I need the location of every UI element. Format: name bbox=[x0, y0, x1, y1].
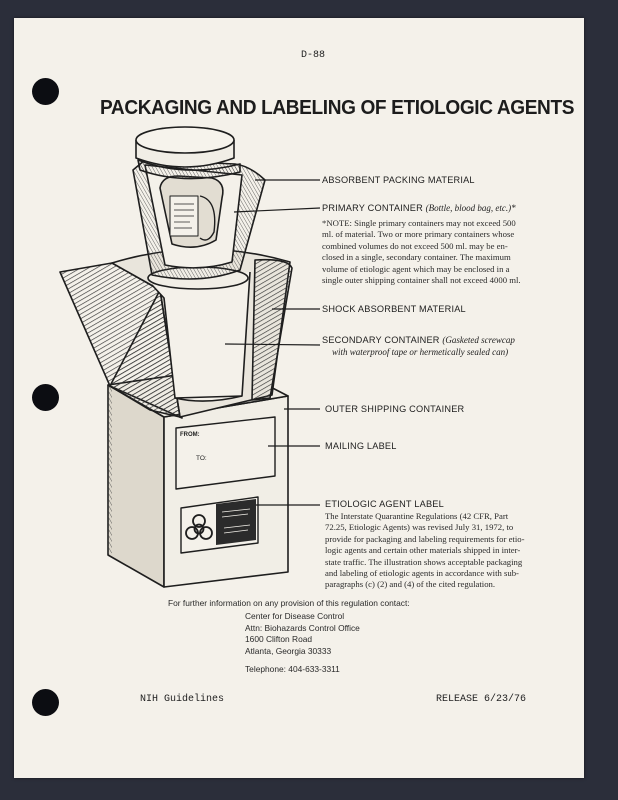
note-paragraph: *NOTE: Single primary containers may not exceed 500 ml. of material. Two or more primary containers whose combined volumes do not exceed 500 ml. may be en- closed in a single, secondary container. The maximum volume of etiologic agent which may be enclosed in a single outer shipping container shall not exceed 4000 ml. bbox=[322, 218, 521, 286]
label-primary-note: (Bottle, blood bag, etc.)* bbox=[425, 203, 516, 213]
regulation-paragraph: The Interstate Quarantine Regulations (42 CFR, Part 72.25, Etiologic Agents) was revised July 31, 1972, to provide for packaging and labeling requirements for etio- logic agents and certain other materials shipped in inter- state traffic. The illustration shows acceptable packaging and labeling of etiologic agents in accordance with sub- paragraphs (c) (2) and (4) of the cited regulation. bbox=[325, 511, 525, 590]
footer-right: RELEASE 6/23/76 bbox=[436, 694, 527, 705]
to-text: TO: bbox=[196, 455, 207, 462]
contact-address bbox=[245, 611, 360, 657]
contact-org: Center for Disease Control bbox=[245, 611, 345, 621]
label-outer-shipping: OUTER SHIPPING CONTAINER bbox=[325, 404, 465, 414]
label-primary-container: PRIMARY CONTAINER (Bottle, blood bag, etc.)* bbox=[322, 203, 516, 213]
mailing-label bbox=[176, 417, 275, 489]
contact-telephone: Telephone: 404-633-3311 bbox=[245, 664, 340, 674]
from-text: FROM: bbox=[180, 432, 200, 438]
contact-attn: Attn: Biohazards Control Office bbox=[245, 622, 360, 633]
contact-street: 1600 Clifton Road bbox=[245, 634, 313, 645]
label-etiologic-agent: ETIOLOGIC AGENT LABEL bbox=[325, 499, 444, 509]
further-info-text: For further information on any provision of this regulation contact: bbox=[168, 598, 410, 608]
label-secondary-note-2: with waterproof tape or hermetically sealed can) bbox=[332, 347, 509, 357]
page-title: PACKAGING AND LABELING OF ETIOLOGIC AGENTS bbox=[100, 96, 575, 119]
label-secondary-note-1: (Gasketed screwcap bbox=[442, 335, 515, 345]
label-mailing: MAILING LABEL bbox=[325, 441, 397, 451]
container-lid bbox=[136, 127, 240, 179]
label-secondary-container: SECONDARY CONTAINER (Gasketed screwcap bbox=[322, 335, 515, 345]
label-absorbent-packing: ABSORBENT PACKING MATERIAL bbox=[322, 175, 475, 185]
contact-city: Atlanta, Georgia 30333 bbox=[245, 645, 332, 656]
footer-left: NIH Guidelines bbox=[140, 694, 225, 705]
label-shock-absorbent: SHOCK ABSORBENT MATERIAL bbox=[322, 304, 466, 314]
page-number: D-88 bbox=[301, 50, 326, 61]
